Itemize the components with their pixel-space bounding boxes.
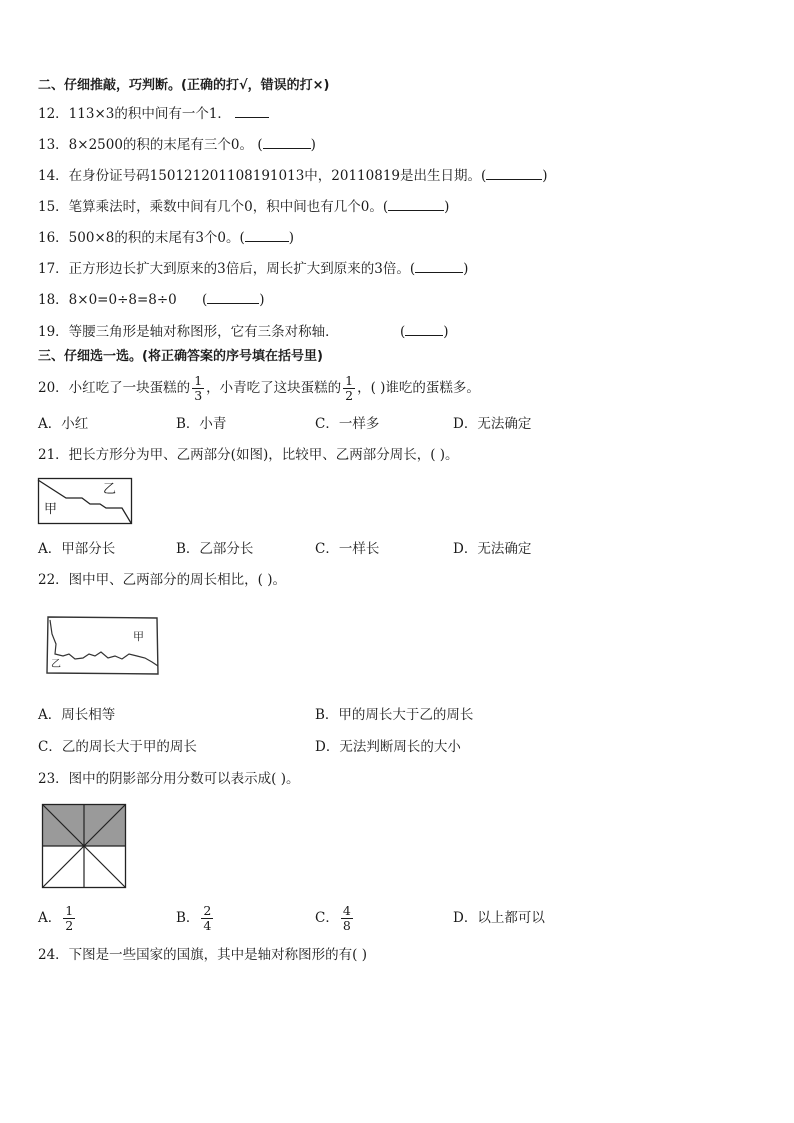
q23-option-d[interactable]: D．以上都可以 xyxy=(453,910,545,926)
question-17-text: 17．正方形边长扩大到原来的3倍后，周长扩大到原来的3倍。( xyxy=(38,261,416,277)
q22-label-yi: 乙 xyxy=(51,659,61,670)
q21-option-a[interactable]: A．甲部分长 xyxy=(38,541,116,557)
question-20-part1: 20．小红吃了一块蛋糕的 xyxy=(38,380,191,396)
q23-option-c-label: C． xyxy=(315,910,339,926)
question-12 xyxy=(38,105,269,123)
question-14-close: ) xyxy=(542,168,548,184)
answer-blank-17[interactable] xyxy=(415,260,463,273)
fraction-numerator: 1 xyxy=(194,373,203,388)
q22-option-c[interactable]: C．乙的周长大于甲的周长 xyxy=(38,739,197,755)
question-16-text: 16．500×8的积的末尾有3个0。( xyxy=(38,230,245,246)
question-14 xyxy=(38,167,548,185)
q22-option-d[interactable]: D．无法判断周长的大小 xyxy=(315,739,461,755)
q23-option-b-label: B． xyxy=(176,910,200,926)
question-22-text: 22．图中甲、乙两部分的周长相比，( )。 xyxy=(38,572,287,588)
question-16 xyxy=(38,229,294,247)
question-17-close: ) xyxy=(463,261,469,277)
question-17 xyxy=(38,260,468,278)
q20-option-c[interactable]: C．一样多 xyxy=(315,416,380,432)
question-18-text: 18．8×0=0÷8=8÷0 xyxy=(38,292,177,308)
question-19-paren xyxy=(400,323,449,341)
question-23-text: 23．图中的阴影部分用分数可以表示成( )。 xyxy=(38,771,300,787)
question-19-text: 19．等腰三角形是轴对称图形，它有三条对称轴． xyxy=(38,324,339,340)
answer-blank-14[interactable] xyxy=(486,167,542,180)
q23-shaded-square-figure xyxy=(42,804,126,888)
question-20-part3: ，( )谁吃的蛋糕多。 xyxy=(357,380,480,396)
answer-blank-12[interactable] xyxy=(235,105,269,118)
section-3-title: 三、仔细选一选。(将正确答案的序号填在括号里) xyxy=(38,349,323,364)
question-13-close: ) xyxy=(310,137,316,153)
fraction-one-third xyxy=(192,374,204,403)
fraction-denominator: 2 xyxy=(65,918,74,933)
q22-label-jia: 甲 xyxy=(133,630,144,643)
q23-option-a-label: A． xyxy=(38,910,62,926)
question-18-close: ) xyxy=(259,292,265,308)
question-14-text: 14．在身份证号码150121201108191013中，20110819是出生日期。( xyxy=(38,168,487,184)
q20-option-a[interactable]: A．小红 xyxy=(38,416,89,432)
q21-option-c[interactable]: C．一样长 xyxy=(315,541,380,557)
q21-label-yi: 乙 xyxy=(103,482,117,497)
fraction-denominator: 8 xyxy=(342,918,351,933)
q21-option-b[interactable]: B．乙部分长 xyxy=(176,541,254,557)
fraction-numerator: 1 xyxy=(345,373,354,388)
answer-blank-13[interactable] xyxy=(263,136,311,149)
question-18-paren xyxy=(202,291,265,309)
fraction-two-fourths xyxy=(201,904,213,933)
answer-blank-18[interactable] xyxy=(207,291,259,304)
question-20 xyxy=(38,372,480,404)
q20-option-b[interactable]: B．小青 xyxy=(176,416,227,432)
question-19-close: ) xyxy=(443,324,449,340)
question-13-text: 13．8×2500的积的末尾有三个0。 ( xyxy=(38,137,263,153)
answer-blank-15[interactable] xyxy=(388,198,444,211)
fraction-one-half xyxy=(63,904,75,933)
q22-option-b[interactable]: B．甲的周长大于乙的周长 xyxy=(315,707,474,723)
section-2-title: 二、仔细推敲，巧判断。(正确的打√，错误的打×) xyxy=(38,78,330,93)
question-16-close: ) xyxy=(288,230,295,246)
question-18-open: ( xyxy=(202,292,208,308)
answer-blank-16[interactable] xyxy=(245,229,289,242)
fraction-denominator: 2 xyxy=(345,388,354,403)
question-19-open: ( xyxy=(400,324,406,340)
question-13 xyxy=(38,136,316,154)
question-15 xyxy=(38,198,449,216)
fraction-numerator: 2 xyxy=(203,903,212,918)
fraction-one-half xyxy=(343,374,355,403)
q22-option-a[interactable]: A．周长相等 xyxy=(38,707,116,723)
q21-option-d[interactable]: D．无法确定 xyxy=(453,541,532,557)
question-24-text: 24．下图是一些国家的国旗，其中是轴对称图形的有( ) xyxy=(38,947,368,963)
q23-option-b[interactable] xyxy=(176,900,215,936)
answer-blank-19[interactable] xyxy=(405,323,443,336)
fraction-four-eighths xyxy=(341,904,353,933)
fraction-denominator: 3 xyxy=(194,388,203,403)
q23-option-c[interactable] xyxy=(315,900,355,936)
fraction-numerator: 4 xyxy=(342,903,351,918)
fraction-numerator: 1 xyxy=(65,903,74,918)
question-12-text: 12．113×3的积中间有一个1． xyxy=(38,106,231,122)
question-20-part2: ，小青吃了这块蛋糕的 xyxy=(206,380,342,396)
fraction-denominator: 4 xyxy=(203,918,212,933)
q23-option-a[interactable] xyxy=(38,900,77,936)
question-21-text: 21．把长方形分为甲、乙两部分(如图)，比较甲、乙两部分周长，( )。 xyxy=(38,447,459,463)
q20-option-d[interactable]: D．无法确定 xyxy=(453,416,532,432)
question-15-close: ) xyxy=(444,199,450,215)
q21-label-jia: 甲 xyxy=(44,502,58,517)
question-15-text: 15．笔算乘法时，乘数中间有几个0，积中间也有几个0。( xyxy=(38,199,389,215)
